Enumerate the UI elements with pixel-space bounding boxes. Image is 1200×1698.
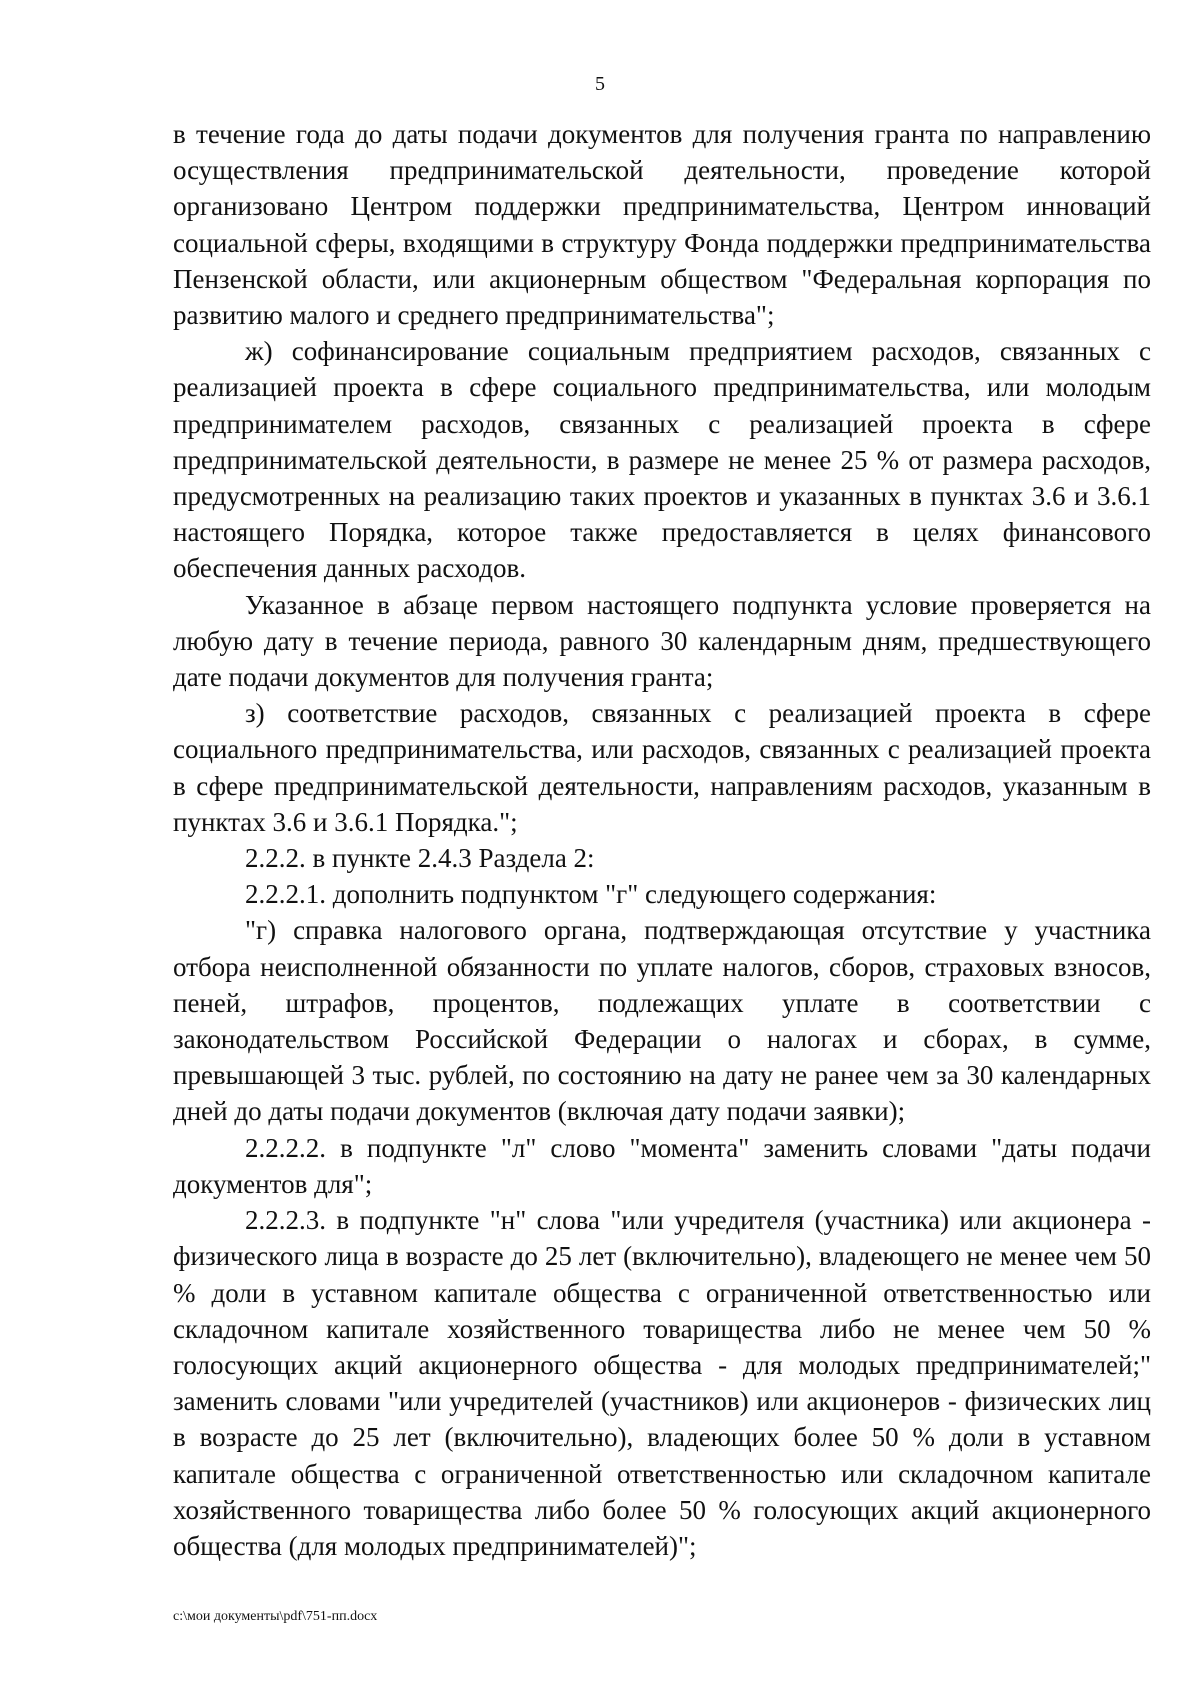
paragraph-2-2-2: 2.2.2. в пункте 2.4.3 Раздела 2:: [245, 843, 595, 874]
paragraph-2-2-2-2: 2.2.2.2. в подпункте "л" слово "момента" заменить словами "даты подачи документов для";: [173, 1132, 1151, 1199]
paragraph-item-z: з) соответствие расходов, связанных с реализацией проекта в сфере социального предпринимательства, или расходов, связанных с реализацией проекта в сфере предпринимательской деятельности, направлениям расходов, указанным в пунктах 3.6 и 3.6.1 Порядка.";: [173, 698, 1151, 837]
paragraph-condition-note: Указанное в абзаце первом настоящего подпункта условие проверяется на любую дату в течение периода, равного 30 календарным дням, предшествующего дате подачи документов для получения гранта;: [173, 589, 1151, 693]
paragraph-2-2-2-3: 2.2.2.3. в подпункте "н" слова "или учредителя (участника) или акционера - физического лица в возрасте до 25 лет (включительно), владеющего не менее чем 50 % доли в уставном капитале общества с ограниченной ответственностью или складочном капитале хозяйственного товарищества либо не менее чем 50 % голосующих акций акционерного общества - для молодых предпринимателей;" заменить словами "или учредителей (участников) или акционеров - физических лиц в возрасте до 25 лет (включительно), владеющих более 50 % доли в уставном капитале общества с ограниченной ответственностью или складочном капитале хозяйственного товарищества либо более 50 % голосующих акций акционерного общества (для молодых предпринимателей)";: [173, 1205, 1151, 1561]
paragraph-continuation: в течение года до даты подачи документов для получения гранта по направлению осуществления предпринимательской деятельности, проведение которой организовано Центром поддержки предпринимательства, Центром инноваций социальной сферы, входящими в структуру Фонда поддержки предпринимательства Пензенской области, или акционерным обществом "Федеральная корпорация по развитию малого и среднего предпринимательства";: [173, 119, 1151, 331]
paragraph-item-zh: ж) софинансирование социальным предприятием расходов, связанных с реализацией проекта в сфере социального предпринимательства, или молодым предпринимателем расходов, связанных с реализацией проекта в сфере предпринимательской деятельности, в размере не менее 25 % от размера расходов, предусмотренных на реализацию таких проектов и указанных в пунктах 3.6 и 3.6.1 настоящего Порядка, которое также предоставляется в целях финансового обеспечения данных расходов.: [173, 336, 1151, 584]
footer-file-path: c:\мои документы\pdf\751-пп.docx: [173, 1609, 378, 1624]
paragraph-item-g: "г) справка налогового органа, подтверждающая отсутствие у участника отбора неисполненной обязанности по уплате налогов, сборов, страховых взносов, пеней, штрафов, процентов, подлежащих уплате в соответствии с законодательством Российской Федерации о налогах и сборах, в сумме, превышающей 3 тыс. рублей, по состоянию на дату не ранее чем за 30 календарных дней до даты подачи документов (включая дату подачи заявки);: [173, 915, 1151, 1127]
document-body: [173, 116, 1151, 1564]
page-number: 5: [595, 73, 605, 95]
paragraph-2-2-2-1: 2.2.2.1. дополнить подпунктом "г" следующего содержания:: [245, 879, 937, 910]
